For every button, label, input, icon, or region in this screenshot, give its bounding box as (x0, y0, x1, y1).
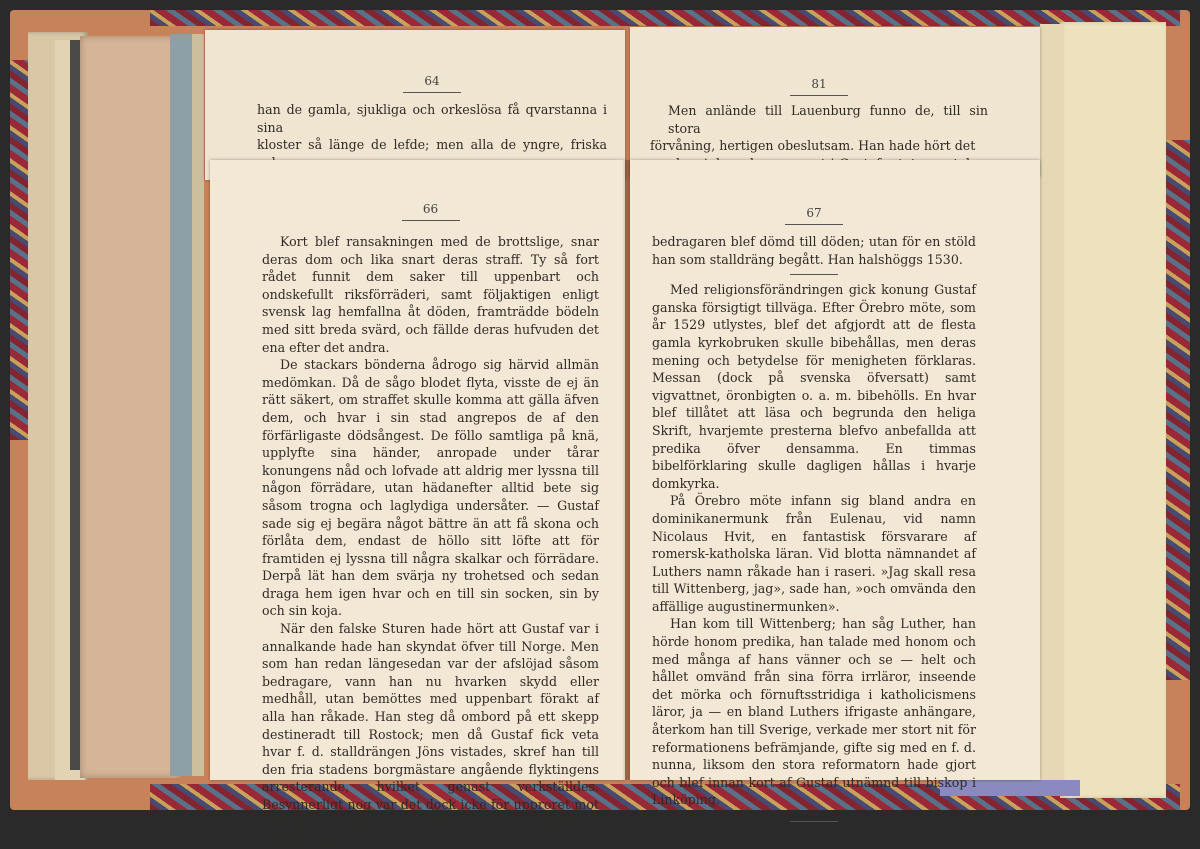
page-67 (630, 160, 1040, 808)
section-separator (790, 274, 838, 275)
page-number-rule (402, 220, 460, 221)
paragraph: De stackars bönderna ådrogo sig härvid allmän medömkan. Då de sågo blodet flyta, visste de ej än rätt säkert, om straffet skulle komma att gälla äfven dem, och hvar i sin stad angrepos de af den förfärligaste dödsångest. De föllo samtliga på knä, upplyfte sina händer, anropade under tårar konungens nåd och lofvade att aldrig mer lyssna till någon förrädare, utan hädanefter alltid bete sig såsom trogna och laglydiga undersåter. — Gustaf sade sig ej begära något bättre än att få skona och förlåta dem, endast de höllo sitt löfte att för framtiden ej lyssna till några skalkar och förrädare. Derpå lät han dem svärja ny trohetsed och sedan draga hem igen hvar och en till sin socken, sin by och sin koja. (262, 357, 599, 619)
page-number-rule (403, 92, 461, 93)
page-number-rule (790, 95, 848, 96)
paragraph: Med religionsförändringen gick konung Gustaf ganska försigtigt tillväga. Efter Örebro möte, som år 1529 utlystes, blef det afgjordt att de flesta gamla kyrkobruken skulle bibehållas, men deras mening och betydelse för menigheten förklaras. Messan (dock på svenska öfversatt) samt vigvattnet, öronbigten o. a. m. bibehölls. En hvar blef tillåtet att läsa och begrunda den heliga Skrift, hvarjemte presterna blefvo anbefallda att predika öfver densamma. En timmas bibelförklaring skulle dagligen hållas i hvarje domkyrka. (652, 282, 976, 491)
marbled-cover-right (1163, 140, 1190, 680)
page-66-text (262, 233, 599, 849)
page-edges-left (192, 34, 204, 776)
page-number: 67 (806, 206, 822, 220)
page-number: 64 (424, 74, 440, 88)
page-81 (630, 27, 1040, 177)
end-separator (790, 821, 838, 822)
marbled-cover-top (150, 10, 1180, 26)
paragraph: På Örebro möte infann sig bland andra en dominikanermunk från Eulenau, vid namn Nicolaus Hvit, en fantastisk försvarare af romersk-katholska läran. Vid blotta nämnandet af Luthers namn råkade han i raseri. »Jag skall resa till Wittenberg, jag», sade han, »och omvända den affällige augustinermunken». (652, 493, 976, 614)
paragraph: Kort blef ransakningen med de brottslige, snar deras dom och lika snart deras straff. Ty så fort rådet funnit dem saker till uppenbart och ondskefullt riksförräderi, samt följaktigen enligt svensk lag hemfallna åt döden, framträdde bödeln med sitt breda svärd, och fällde deras hufvuden det ena efter det andra. (262, 234, 599, 355)
text-line: förvåning, hertigen obeslutsam. Han hade hört det (650, 138, 976, 154)
text-line: Men anlände till Lauenburg funno de, till sin stora (668, 103, 988, 136)
page-edges-right (1040, 24, 1064, 784)
paragraph: När den falske Sturen hade hört att Gustaf var i annalkande hade han skyndat öfver till Norge. Men som han redan längesedan var der afslöjad såsom bedragare, vann han nu hvarken skydd eller medhåll, utan bemöttes med uppenbart förakt af alla han råkade. Han steg då ombord på ett skepp destineradt till Rostock; men då Gustaf fick veta hvar f. d. stalldrängen Jöns vistades, skref han till den fria stadens borgmästare angående flyktingens arresterande, hvilket genast verkställdes. Besynnerligt nog var det dock icke för upproret mot Sveriges konung och all den oreda han derigenom tillställt, som (262, 621, 599, 848)
text-line: han de gamla, sjukliga och orkeslösa få qvarstanna i sina (257, 102, 607, 135)
paragraph: Han kom till Wittenberg; han såg Luther, han hörde honom predika, han talade med honom och med många af hans vänner och se — helt och hållet omvänd från sina förra irrläror, inseende det mörka och förnuftsstridiga i katholicismens läror, ja — en bland Luthers ifrigaste anhängare, återkom han till Sverige, verkade mer stort nit för reformationens befrämjande, gifte sig med en f. d. nunna, liksom den stora reformatorn hade gjort och blef innan kort af Gustaf utnämnd till biskop i Linköping. (652, 616, 976, 808)
text-line: kloster så länge de lefde; men alla de yngre, friska (257, 137, 607, 153)
paragraph-continued: bedragaren blef dömd till döden; utan för en stöld han som stalldräng begått. Han halshöggs 1530. (652, 234, 976, 267)
page-number: 81 (811, 77, 827, 91)
folded-sheet-stack (80, 36, 180, 778)
right-page-stack (1060, 22, 1166, 798)
page-64 (205, 30, 625, 180)
page-66 (210, 160, 625, 848)
marbled-cover-left (10, 60, 30, 440)
page-67-text (652, 233, 976, 822)
page-number: 66 (422, 202, 439, 216)
page-number-rule (785, 224, 843, 225)
